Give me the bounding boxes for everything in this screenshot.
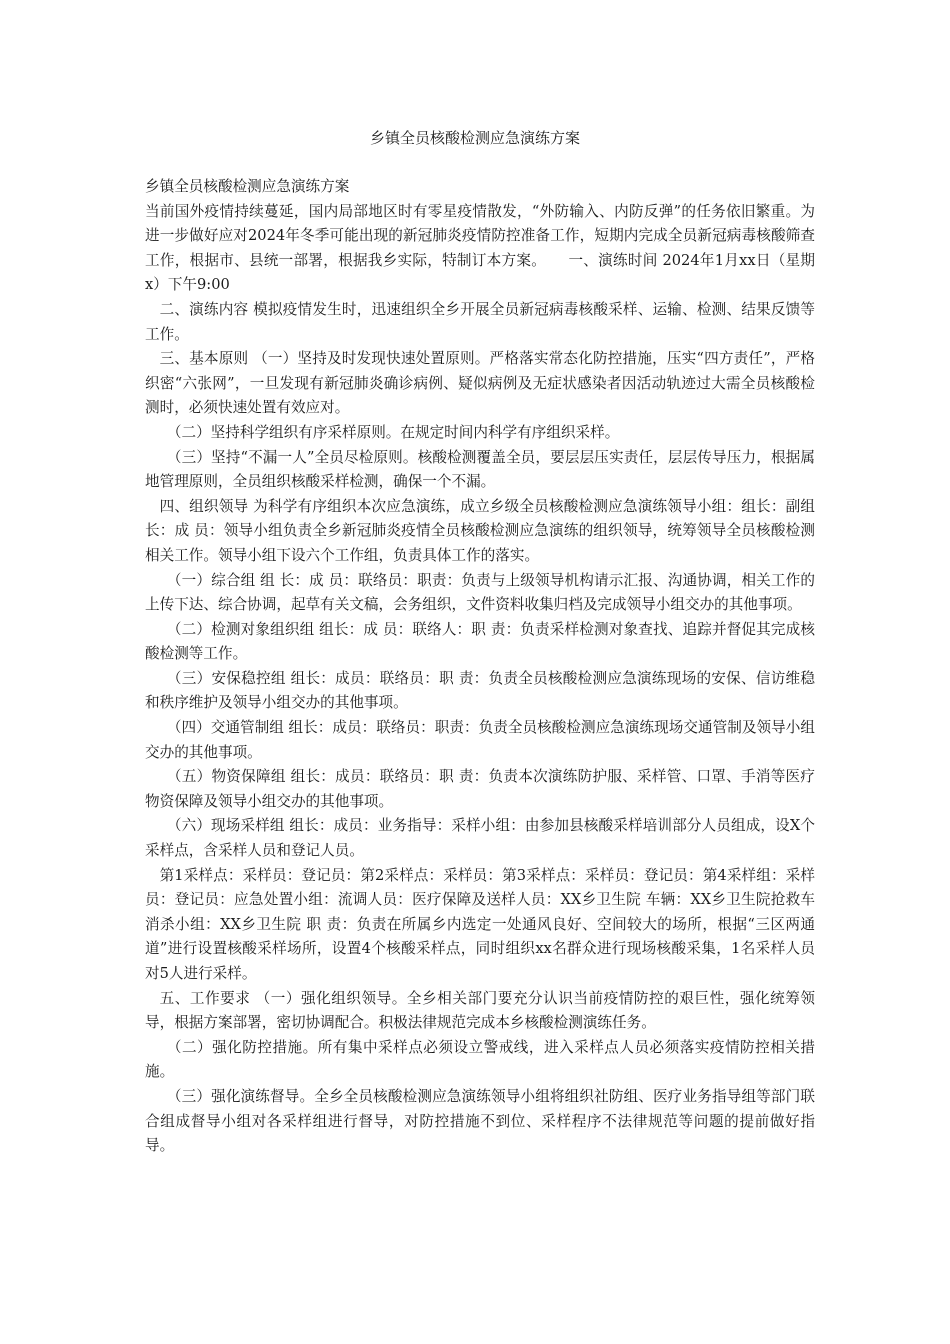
paragraph: 四、组织领导 为科学有序组织本次应急演练，成立乡级全员核酸检测应急演练领导小组：组长：副组长：成 员：领导小组负责全乡新冠肺炎疫情全员核酸检测应急演练的组织领导，统筹领导全员核酸检测相关工作。领导小组下设六个工作组，负责具体工作的落实。 [145, 497, 815, 564]
paragraph: （五）物资保障组 组长：成员：联络员：职 责：负责本次演练防护服、采样管、口罩、手消等医疗物资保障及领导小组交办的其他事项。 [145, 768, 815, 810]
paragraph: （三）强化演练督导。全乡全员核酸检测应急演练领导小组将组织社防组、医疗业务指导组等部门联合组成督导小组对各采样组进行督导，对防控措施不到位、采样程序不法律规范等问题的提前做好指导。 [145, 1087, 815, 1155]
paragraph: （三）坚持“不漏一人”全员尽检原则。核酸检测覆盖全员，要层层压实责任，层层传导压力，根据属地管理原则，全员组织核酸采样检测，确保一个不漏。 [145, 448, 815, 491]
paragraph: 第1采样点：采样员：登记员：第2采样点：采样员：第3采样点：采样员：登记员：第4采样组：采样员：登记员：应急处置小组：流调人员：医疗保障及送样人员：XX乡卫生院 车辆：XX乡卫生院抢救车 消杀小组：XX乡卫生院 职 责：负责在所属乡内选定一处通风良好、空间较大的场所，根据“三区两通道”进行设置核酸采样场所，设置4个核酸采样点，同时组织xx名群众进行现场核酸采集，1名采样人员对5人进行采样。 [145, 866, 815, 982]
document-body [145, 175, 815, 1159]
paragraph: （一）综合组 组 长：成 员：联络员：职责：负责与上级领导机构请示汇报、沟通协调，相关工作的上传下达、综合协调，起草有关文稿，会务组织，文件资料收集归档及完成领导小组交办的其他事项。 [145, 571, 815, 614]
paragraph: 二、演练内容 模拟疫情发生时，迅速组织全乡开展全员新冠病毒核酸采样、运输、检测、结果反馈等工作。 [145, 300, 815, 343]
paragraph: （六）现场采样组 组长：成员：业务指导：采样小组：由参加县核酸采样培训部分人员组成，设X个采样点，含采样人员和登记人员。 [145, 817, 815, 860]
paragraph: 当前国外疫情持续蔓延，国内局部地区时有零星疫情散发，“外防输入、内防反弹”的任务依旧繁重。为进一步做好应对2024年冬季可能出现的新冠肺炎疫情防控准备工作，短期内完成全员新冠病毒核酸筛查工作，根据市、县统一部署，根据我乡实际，特制订本方案。 一、演练时间 2024年1月xx日（星期x）下午9:00 [145, 202, 815, 294]
paragraph: （四）交通管制组 组长：成员：联络员：职责：负责全员核酸检测应急演练现场交通管制及领导小组交办的其他事项。 [145, 719, 815, 761]
paragraph: 三、基本原则 （一）坚持及时发现快速处置原则。严格落实常态化防控措施，压实“四方责任”，严格织密“六张网”，一旦发现有新冠肺炎确诊病例、疑似病例及无症状感染者因活动轨迹过大需全员核酸检测时，必须快速处置有效应对。 [145, 350, 815, 417]
paragraph: 乡镇全员核酸检测应急演练方案 [145, 178, 350, 195]
paragraph: 五、工作要求 （一）强化组织领导。全乡相关部门要充分认识当前疫情防控的艰巨性，强化统筹领导，根据方案部署，密切协调配合。积极法律规范完成本乡核酸检测演练任务。 [145, 989, 815, 1032]
paragraph: （二）强化防控措施。所有集中采样点必须设立警戒线，进入采样点人员必须落实疫情防控相关措施。 [145, 1038, 815, 1081]
document-title: 乡镇全员核酸检测应急演练方案 [369, 129, 580, 147]
paragraph: （二）检测对象组织组 组长：成 员：联络人：职 责：负责采样检测对象查找、追踪并督促其完成核酸检测等工作。 [145, 620, 815, 663]
paragraph: （二）坚持科学组织有序采样原则。在规定时间内科学有序组织采样。 [166, 423, 620, 441]
paragraph: （三）安保稳控组 组长：成员：联络员：职 责：负责全员核酸检测应急演练现场的安保、信访维稳 和秩序维护及领导小组交办的其他事项。 [145, 669, 815, 712]
